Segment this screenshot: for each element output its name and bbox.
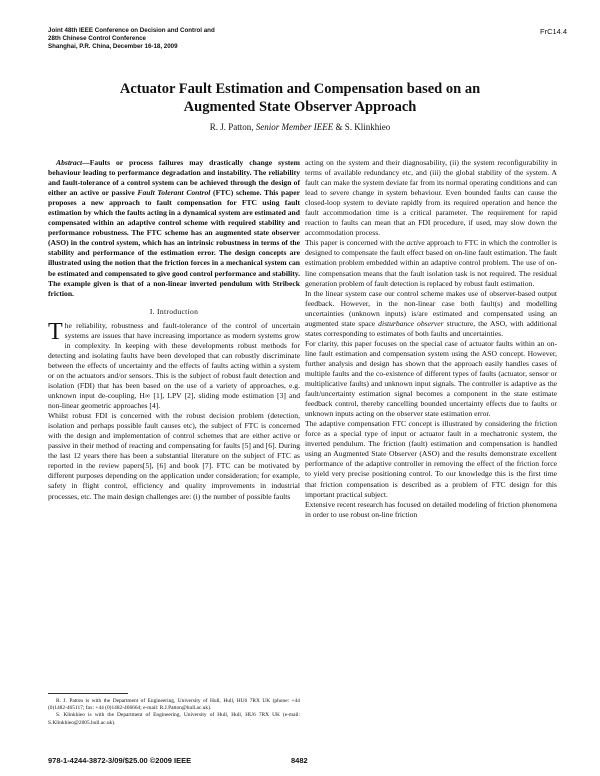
isbn-line: 978-1-4244-3872-3/09/$25.00 ©2009 IEEE bbox=[48, 756, 192, 765]
conference-line: Shanghai, P.R. China, December 16-18, 2009 bbox=[48, 43, 178, 50]
paragraph-text: approach to FTC in which the controller is designed to compensate the fault effect based on on-line fault estimation. The fault estimation problem embedded within an adaptive control problem. The use of on-line compensation means that the fault isolation task is not required. The residual generation problem of fault detection is replaced by robust fault estimation. bbox=[305, 238, 557, 288]
abstract-dash: — bbox=[82, 158, 90, 167]
section-heading: I. Introduction bbox=[149, 306, 199, 316]
paragraph-text: In the linear system case our control scheme makes use of observer-based output feedback. However, in the non-linear case both fault(s) and modelling uncertainties (unknown inputs) is/are estimated and compensated using an augmented state space bbox=[305, 288, 557, 328]
footnote: S. Klinkhieo is with the Department of Engineering, University of Hull, Hull, HU6 7RX UK (e-mail: S.Klinkhieo@2005.hull.ac.uk). bbox=[48, 712, 300, 726]
drop-cap: T bbox=[48, 318, 63, 345]
author-name: R. J. Patton, bbox=[209, 122, 254, 132]
footnote-rule bbox=[48, 693, 128, 694]
conference-line: 28th Chinese Control Conference bbox=[48, 35, 146, 42]
abstract-emphasis: Fault Tolerant Control bbox=[137, 188, 211, 198]
body-paragraph: Extensive recent research has focused on detailed modeling of friction phenomena in order to use robust on-line friction bbox=[305, 499, 557, 519]
paragraph-emphasis: disturbance observer bbox=[378, 318, 444, 328]
left-column bbox=[48, 158, 300, 502]
abstract-label: Abstract bbox=[56, 158, 83, 167]
abstract bbox=[48, 158, 300, 299]
abstract-text: Faults or process failures may drastically change system behaviour leading to performance degradation and instability. The reliability and fault-tolerance of a control system can be achieved through the design of either an active or passive bbox=[48, 158, 300, 198]
author-role: Senior Member IEEE bbox=[255, 122, 334, 132]
page-number: 8482 bbox=[291, 756, 308, 765]
abstract-text: (FTC) scheme. This paper proposes a new approach to fault compensation for FTC using fault estimation by which the faults acting in a dynamical system are estimated and compensated within an adaptive control scheme with required stability and performance robustness. The FTC scheme has an augmented state observer (ASO) in the control system, which has an intrinsic robustness in terms of the stability and performance of the estimation error. The design concepts are illustrated using the notion that the friction forces in a mechanical system can be estimated and compensated to give good control performance and stability. The example given is that of a non-linear inverted pendulum with Stribeck friction. bbox=[48, 188, 301, 298]
title-line: Actuator Fault Estimation and Compensation based on an bbox=[119, 81, 481, 97]
body-paragraph: For clarity, this paper focuses on the special case of actuator faults within an on-line fault estimation and compensation system using the ASO concept. However, further analysis and design has shown that the approach easily handles cases of multiple faults and the co-existence of different types of faults (actuator, sensor or multiplicative faults) and unknown input signals. The controller is adaptive as the fault/uncertainty estimation signal becomes a component in the state estimate feedback control, thereby cancelling bounded uncertainty effects due to faults or unknown inputs acting on the observer state estimation error. bbox=[305, 338, 557, 419]
body-paragraph: Whilst robust FDI is concerned with the robust decision problem (detection, isolation and perhaps possible fault causes etc), the subject of FTC is concerned with the design and implementation of control schemes that are either active or passive in their method of reacting and compensating for faults [5] and [6]. During the last 12 years there has been a substantial literature on the subject of FTC as reported in the review papers[5], [6] and book [7]. FTC can be motivated by different purposes depending on the application under consideration; for example, safety in flight control, efficiency and quality improvements in industrial processes, etc. The main design challenges are: (i) the number of possible faults bbox=[48, 411, 300, 501]
session-code: FrC14.4 bbox=[540, 27, 568, 36]
title-line: Augmented State Observer Approach bbox=[183, 99, 417, 115]
author-name: & S. Klinkhieo bbox=[335, 122, 391, 132]
paper-title bbox=[60, 80, 540, 116]
paragraph-text: This paper is concerned with the bbox=[305, 238, 407, 248]
body-paragraph bbox=[305, 289, 557, 339]
right-column bbox=[305, 158, 557, 520]
body-paragraph bbox=[48, 318, 300, 411]
conference-line: Joint 48th IEEE Conference on Decision and Control and bbox=[48, 27, 215, 34]
body-paragraph bbox=[305, 238, 557, 288]
body-paragraph: acting on the system and their diagnosability, (ii) the system reconfigurability in terms of available redundancy etc, and (iii) the global stability of the system. A fault can make the system deviate far from its normal operating conditions and can lead to severe change in system behaviour. Even bounded faults can cause the closed-loop system to deviate rapidly from its required operation and hence the fault accommodation time is a critical parameter. The requirement for rapid reaction to faults can mean that an FDI procedure, if used, may slow down the accommodation process. bbox=[305, 158, 557, 238]
conference-header bbox=[48, 27, 348, 51]
footnotes bbox=[48, 693, 300, 727]
footnote: R. J. Patton is with the Department of Engineering, University of Hull, Hull, HU6 7RX UK (phone: +44 (0)1482-465117; fax: +44 (0)1482-466664; e-mail: R.J.Patton@hull.ac.uk). bbox=[48, 698, 300, 712]
body-paragraph: The adaptive compensation FTC concept is illustrated by considering the friction force as a special type of input or actuator fault in a mechatronic system, the inverted pendulum. The friction (fault) estimation and compensation is handled using an Augmented State Observer (ASO) and the results demonstrate excellent performance of the adaptive controller in removing the effect of the friction force to yield very precise positioning control. To our knowledge this is the first time that friction compensation is described as a problem of FTC design for this important practical subject. bbox=[305, 419, 557, 499]
author-line bbox=[60, 122, 540, 132]
paragraph-text: structure, the ASO, with additional states corresponding to estimates of both faults and uncertainties. bbox=[305, 318, 557, 338]
paragraph-emphasis: active bbox=[406, 238, 425, 248]
paragraph-text: he reliability, robustness and fault-tolerance of the control of uncertain systems are issues that have increasing importance as modern systems grow in complexity. In keeping with these developments robust methods for detecting and isolating faults have been developed that can robustly discriminate between the effects of uncertainty and the effects of faults acting within a system or on the actuators and/or sensors. This is the subject of robust fault detection and isolation (FDI) that has been based on the use of a variety of approaches, e.g. unknown input de-coupling, H∞ [1], LPV [2], sliding mode estimation [3] and non-linear geometric approaches [4]. bbox=[48, 320, 300, 411]
